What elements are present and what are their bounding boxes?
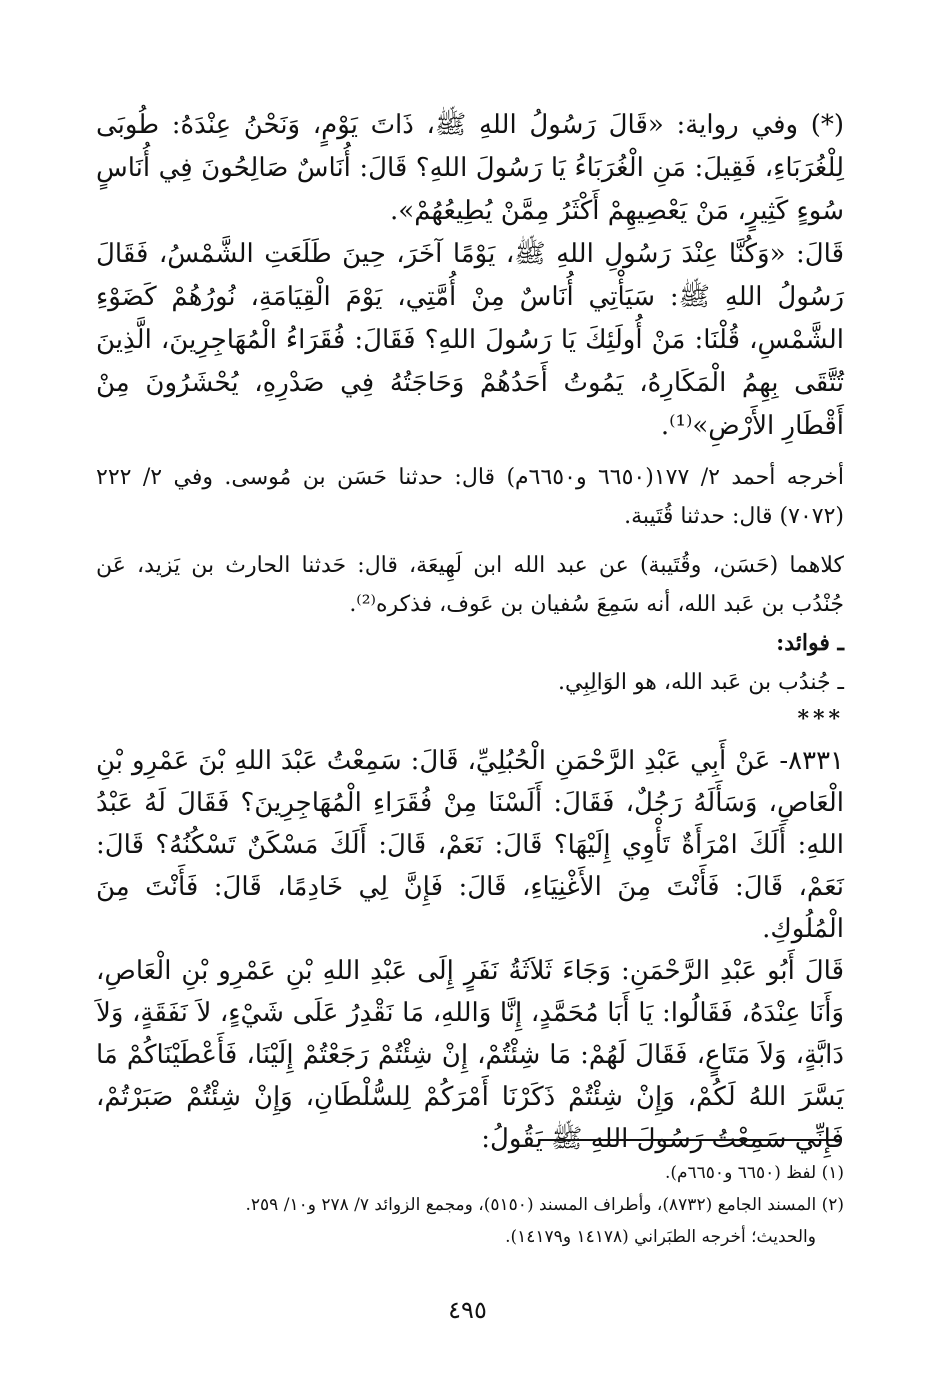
footnote-2-continuation: والحديث؛ أخرجه الطبَراني (١٤١٧٨ و١٤١٧٩). bbox=[505, 1227, 816, 1247]
hadith-8331-paragraph: ٨٣٣١- عَنْ أَبِي عَبْدِ الرَّحْمَنِ الْحُبُلِيِّ، قَالَ: سَمِعْتُ عَبْدَ اللهِ بْنَ عَمْرِو بْنِ الْعَاصِ، وَسَأَلَهُ رَجُلٌ، فَقَالَ: أَلَسْنَا مِنْ فُقَرَاءِ الْمُهَاجِرِينَ؟ فَقَالَ لَهُ عَبْدُ اللهِ: أَلَكَ امْرَأَةٌ تَأْوِي إِلَيْهَا؟ قَالَ: نَعَمْ، قَالَ: أَلَكَ مَسْكَنٌ تَسْكُنُهُ؟ قَالَ: نَعَمْ، قَالَ: فَأَنْتَ مِنَ الأَغْنِيَاءِ، قَالَ: فَإِنَّ لِي خَادِمًا، قَالَ: فَأَنْتَ مِنَ الْمُلُوكِ. bbox=[96, 746, 844, 944]
footnote-divider bbox=[538, 1139, 842, 1141]
footnotes bbox=[96, 1157, 844, 1253]
page-body bbox=[96, 104, 844, 1160]
footnote-1: (١) لفظ (٦٦٥٠ و٦٦٥٠م). bbox=[664, 1163, 844, 1183]
hadith-variant-paragraph: (*) وفي رواية: «قَالَ رَسُولُ اللهِ ﷺ، ذَاتَ يَوْمٍ، وَنَحْنُ عِنْدَهُ: طُوبَى لِلْغُرَبَاءِ، فَقِيلَ: مَنِ الْغُرَبَاءُ يَا رَسُولَ اللهِ؟ قَالَ: أُنَاسٌ صَالِحُونَ فِي أُنَاسٍ سُوءٍ كَثِيرٍ، مَنْ يَعْصِيهِمْ أَكْثَرُ مِمَّنْ يُطِيعُهُمْ». bbox=[96, 110, 844, 226]
fawaid-item: ـ جُندُب بن عَبد الله، هو الوَالِبِي. bbox=[557, 670, 844, 695]
footnote-2: (٢) المسند الجامع (٨٧٣٢)، وأطراف المسند (٥١٥٠)، ومجمع الزوائد ٧/ ٢٧٨ و١٠/ ٢٥٩. bbox=[245, 1195, 844, 1215]
section-separator: *** bbox=[797, 706, 844, 732]
page-number: ٤٩٥ bbox=[448, 1296, 487, 1324]
hadith-8331-continuation: قَالَ أَبُو عَبْدِ الرَّحْمَنِ: وَجَاءَ ثَلاَثَةُ نَفَرٍ إِلَى عَبْدِ اللهِ بْنِ عَمْرِو بْنِ الْعَاصِ، وَأَنَا عِنْدَهُ، فَقَالُوا: يَا أَبَا مُحَمَّدٍ، إِنَّا وَاللهِ، مَا نَقْدِرُ عَلَى شَيْءٍ، لاَ نَفَقَةٍ، وَلاَ دَابَّةٍ، وَلاَ مَتَاعٍ، فَقَالَ لَهُمْ: مَا شِئْتُمْ، إِنْ شِئْتُمْ رَجَعْتُمْ إِلَيْنَا، فَأَعْطَيْنَاكُمْ مَا يَسَّرَ اللهُ لَكُمْ، وَإِنْ شِئْتُمْ ذَكَرْنَا أَمْرَكُمْ لِلسُّلْطَانِ، وَإِنْ شِئْتُمْ صَبَرْتُمْ، فَإِنِّي سَمِعْتُ رَسُولَ اللهِ ﷺ يَقُولُ: bbox=[96, 956, 844, 1154]
hadith-continuation-paragraph: قَالَ: «وَكُنَّا عِنْدَ رَسُولِ اللهِ ﷺ، يَوْمًا آخَرَ، حِينَ طَلَعَتِ الشَّمْسُ، فَقَالَ رَسُولُ اللهِ ﷺ: سَيَأْتِي أُنَاسٌ مِنْ أُمَّتِي، يَوْمَ الْقِيَامَةِ، نُورُهُمْ كَضَوْءِ الشَّمْسِ، قُلْنَا: مَنْ أُولَئِكَ يَا رَسُولَ اللهِ؟ فَقَالَ: فُقَرَاءُ الْمُهَاجِرِينَ، الَّذِينَ تُتَّقَى بِهِمُ الْمَكَارِهُ، يَمُوتُ أَحَدُهُمْ وَحَاجَتُهُ فِي صَدْرِهِ، يُحْشَرُونَ مِنْ أَقْطَارِ الأَرْضِ»⁽¹⁾. bbox=[96, 239, 844, 441]
takhrij-paragraph: أخرجه أحمد ٢/ ١٧٧(٦٦٥٠ و٦٦٥٠م) قال: حدثنا حَسَن بن مُوسى. وفي ٢/ ٢٢٢ (٧٠٧٢) قال: حدثنا قُتَيبة. bbox=[96, 465, 845, 529]
isnad-paragraph: كلاهما (حَسَن، وقُتَيبة) عن عبد الله ابن لَهِيعَة، قال: حَدثنا الحارث بن يَزيد، عَن جُنْدُب بن عَبد الله، أنه سَمِعَ سُفيان بن عَوف، فذكره⁽²⁾. bbox=[96, 553, 844, 617]
fawaid-heading: ـ فوائد: bbox=[776, 630, 844, 656]
